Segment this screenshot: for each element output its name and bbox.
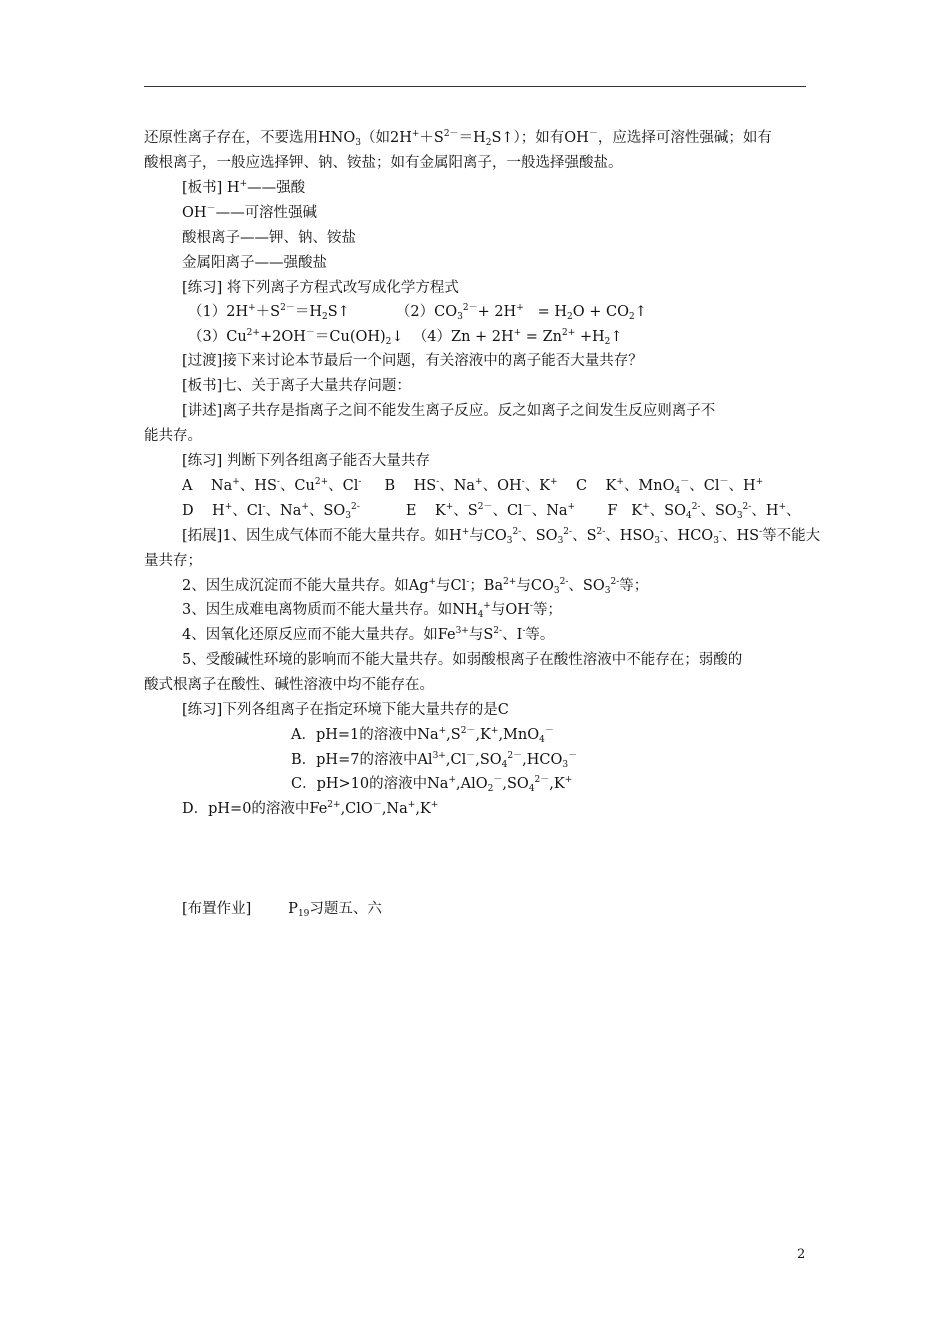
text-line-14: [练习] 判断下列各组离子能否大量共存 — [182, 453, 430, 469]
text-line-1: 还原性离子存在，不要选用$HNO_3$（如$2H^++S^{2-}=H_2S↑$）；如有OH－，应选择可溶性强碱；如有 — [144, 129, 772, 148]
text-line-7: [练习] 将下列离子方程式改写成化学方程式 — [182, 280, 459, 296]
text-line-15: A Na+、HS-、$Cu^{2+}$、Cl- B HS-、Na+、OH-、K+ C K+、MnO$_4$－、Cl－、H+ — [182, 477, 764, 496]
text-line-19: 2、因生成沉淀而不能大量共存。如Ag+与Cl-；$Ba^{2+}$与$CO_3^{2-}$、$SO_3^{2-}$等； — [182, 577, 649, 596]
text-line-24: [练习]下列各组离子在指定环境下能大量共存的是C — [182, 702, 509, 718]
text-line-22: 5、受酸碱性环境的影响而不能大量共存。如弱酸根离子在酸性溶液中不能存在；弱酸的 — [182, 652, 743, 668]
text-line-11: [板书]七、关于离子大量共存问题： — [182, 378, 411, 394]
text-line-9: $(3)Cu^{2+}+2OH^-=Cu(OH)_2↓$ $(4)Zn + 2H^+ = Zn^{2+}$ $+H_2↑$ — [188, 328, 623, 347]
text-line-10: [过渡]接下来讨论本节最后一个问题，有关溶液中的离子能否大量共存？ — [182, 353, 643, 369]
text-line-21: 4、因氧化还原反应而不能大量共存。如$Fe^{3+}$与$S^{2-}$、I-等。 — [182, 626, 555, 643]
header-rule — [144, 86, 806, 87]
text-line-28: D．pH=0的溶液中$Fe^{2+},ClO^-,Na^+,K^+$ — [182, 800, 439, 817]
text-line-23: 酸式根离子在酸性、碱性溶液中均不能存在。 — [144, 677, 434, 693]
text-line-26: B．pH=7的溶液中$Al^{3+},Cl^-,SO_4^{2-},HCO_3^-$ — [291, 751, 578, 770]
text-line-16: D H+、Cl-、Na+、$SO_3^{2-}$ E K+、$S^{2-}$、Cl－、Na+ F K+、$SO_4^{2-}$、$SO_3^{2-}$、H+、 — [182, 502, 801, 521]
text-line-6: 金属阳离子——强酸盐 — [182, 255, 327, 271]
text-line-4: OH－——可溶性强碱 — [182, 204, 318, 221]
text-line-13: 能共存。 — [144, 428, 202, 444]
text-line-8: $(1)2H^++S^{2-}=H_2S↑$ $(2)CO_3^{2-}+ 2H^+ = H_2O$ + $CO_2↑$ — [188, 303, 647, 322]
text-line-27: C．pH>10的溶液中$Na^+,AlO_2^-,SO_4^{2-},K^+$ — [291, 775, 573, 794]
text-line-20: 3、因生成难电离物质而不能大量共存。如$NH_4^+$与OH-等； — [182, 601, 562, 620]
page-number: 2 — [797, 1247, 806, 1262]
text-line-12: [讲述]离子共存是指离子之间不能发生离子反应。反之如离子之间发生反应则离子不 — [182, 403, 716, 419]
text-line-29: [布置作业] $P_{19}$习题五、六 — [182, 901, 382, 919]
text-line-18: 量共存； — [144, 553, 202, 569]
text-line-3: [板书] H+——强酸 — [182, 179, 306, 196]
text-line-25: A．pH=1的溶液中$Na^+,S^{2-},K^+,MnO_4^-$ — [291, 726, 554, 745]
text-line-2: 酸根离子，一般应选择钾、钠、铵盐；如有金属阳离子，一般选择强酸盐。 — [144, 155, 623, 171]
text-line-5: 酸根离子——钾、钠、铵盐 — [182, 230, 356, 246]
text-line-17: [拓展]1、因生成气体而不能大量共存。如H+与$CO_3^{2-}$、$SO_3^{2-}$、$S^{2-}$、$HSO_3^-$、$HCO_3^-$、HS-等不能大 — [182, 527, 821, 546]
